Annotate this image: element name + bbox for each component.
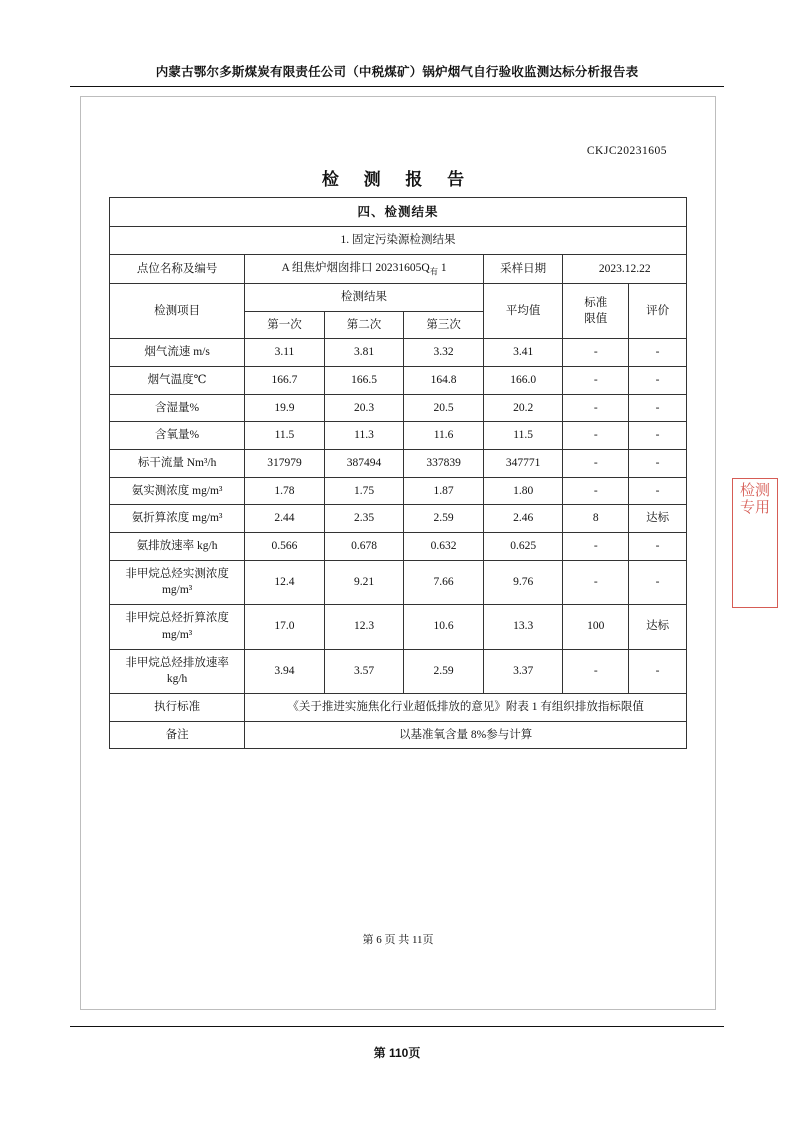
table-row-standard xyxy=(110,693,687,721)
report-sheet xyxy=(80,96,716,1010)
row-value-3: 2.59 xyxy=(404,505,484,533)
row-average: 1.80 xyxy=(483,477,563,505)
row-average: 9.76 xyxy=(483,560,563,604)
row-limit: - xyxy=(563,477,629,505)
row-value-1: 1.78 xyxy=(245,477,325,505)
row-value-2: 11.3 xyxy=(324,422,404,450)
table-row-remark xyxy=(110,721,687,749)
row-value-1: 17.0 xyxy=(245,605,325,649)
table-row xyxy=(110,477,687,505)
row-eval: - xyxy=(629,367,687,395)
row-eval: - xyxy=(629,533,687,561)
row-value-3: 2.59 xyxy=(404,649,484,693)
row-value-2: 12.3 xyxy=(324,605,404,649)
table-row-point-info xyxy=(110,254,687,283)
row-eval: - xyxy=(629,450,687,478)
table-row xyxy=(110,505,687,533)
row-eval: - xyxy=(629,560,687,604)
row-average: 3.37 xyxy=(483,649,563,693)
row-eval: - xyxy=(629,394,687,422)
row-value-3: 337839 xyxy=(404,450,484,478)
row-limit: - xyxy=(563,560,629,604)
row-eval: 达标 xyxy=(629,505,687,533)
row-value-1: 166.7 xyxy=(245,367,325,395)
row-name: 氨实测浓度 mg/m³ xyxy=(110,477,245,505)
footer-divider xyxy=(70,1026,724,1027)
row-value-2: 3.57 xyxy=(324,649,404,693)
row-limit: - xyxy=(563,367,629,395)
row-limit: 100 xyxy=(563,605,629,649)
row-value-2: 20.3 xyxy=(324,394,404,422)
row-limit: - xyxy=(563,339,629,367)
row-average: 3.41 xyxy=(483,339,563,367)
row-value-3: 10.6 xyxy=(404,605,484,649)
standard-label-cell: 执行标准 xyxy=(110,693,245,721)
row-value-1: 11.5 xyxy=(245,422,325,450)
report-code: CKJC20231605 xyxy=(586,145,667,157)
red-seal-stamp: 检测专用 xyxy=(732,478,778,608)
row-value-3: 0.632 xyxy=(404,533,484,561)
row-value-3: 164.8 xyxy=(404,367,484,395)
row-name: 烟气流速 m/s xyxy=(110,339,245,367)
table-row xyxy=(110,450,687,478)
table-row-subsection xyxy=(110,227,687,255)
row-value-3: 1.87 xyxy=(404,477,484,505)
row-value-2: 0.678 xyxy=(324,533,404,561)
row-value-2: 2.35 xyxy=(324,505,404,533)
header-divider xyxy=(70,86,724,87)
header-third-cell: 第三次 xyxy=(404,311,484,339)
remark-label-cell: 备注 xyxy=(110,721,245,749)
table-row xyxy=(110,339,687,367)
row-value-2: 3.81 xyxy=(324,339,404,367)
row-value-3: 20.5 xyxy=(404,394,484,422)
row-eval: - xyxy=(629,422,687,450)
row-name: 非甲烷总烃折算浓度 mg/m³ xyxy=(110,605,245,649)
table-row xyxy=(110,533,687,561)
table-row-header-1 xyxy=(110,284,687,312)
row-value-1: 317979 xyxy=(245,450,325,478)
table-row-section-title xyxy=(110,198,687,227)
row-eval: - xyxy=(629,339,687,367)
row-value-2: 387494 xyxy=(324,450,404,478)
table-row xyxy=(110,605,687,649)
row-name: 氨折算浓度 mg/m³ xyxy=(110,505,245,533)
row-value-2: 9.21 xyxy=(324,560,404,604)
standard-value-cell: 《关于推进实施焦化行业超低排放的意见》附表 1 有组织排放指标限值 xyxy=(245,693,687,721)
table-row xyxy=(110,649,687,693)
row-value-2: 1.75 xyxy=(324,477,404,505)
row-value-1: 19.9 xyxy=(245,394,325,422)
header-first-cell: 第一次 xyxy=(245,311,325,339)
row-value-3: 11.6 xyxy=(404,422,484,450)
detection-results-table xyxy=(109,197,687,749)
row-eval: - xyxy=(629,477,687,505)
report-page-indicator: 第 6 页 共 11页 xyxy=(362,934,434,946)
header-limit-line1: 标准 xyxy=(584,296,608,309)
running-header-title: 内蒙古鄂尔多斯煤炭有限责任公司（中税煤矿）锅炉烟气自行验收监测达标分析报告表 xyxy=(155,65,639,79)
point-value-subscript: 有 xyxy=(429,267,438,277)
row-average: 166.0 xyxy=(483,367,563,395)
row-name: 烟气温度℃ xyxy=(110,367,245,395)
row-limit: - xyxy=(563,422,629,450)
table-row xyxy=(110,560,687,604)
table-row xyxy=(110,422,687,450)
header-limit-line2: 限值 xyxy=(584,313,608,326)
row-value-1: 0.566 xyxy=(245,533,325,561)
header-item-cell: 检测项目 xyxy=(110,284,245,339)
row-average: 2.46 xyxy=(483,505,563,533)
point-label-cell: 点位名称及编号 xyxy=(110,254,245,283)
row-limit: 8 xyxy=(563,505,629,533)
row-value-3: 7.66 xyxy=(404,560,484,604)
document-page-number: 第 110页 xyxy=(373,1046,421,1060)
header-limit-cell xyxy=(563,284,629,339)
row-value-3: 3.32 xyxy=(404,339,484,367)
table-row xyxy=(110,394,687,422)
row-eval: 达标 xyxy=(629,605,687,649)
row-value-1: 3.11 xyxy=(245,339,325,367)
point-value-cell xyxy=(245,254,484,283)
date-label-cell: 采样日期 xyxy=(483,254,563,283)
row-average: 11.5 xyxy=(483,422,563,450)
section-title-cell: 四、检测结果 xyxy=(110,198,687,227)
row-limit: - xyxy=(563,394,629,422)
row-eval: - xyxy=(629,649,687,693)
row-name: 非甲烷总烃实测浓度 mg/m³ xyxy=(110,560,245,604)
header-average-cell: 平均值 xyxy=(483,284,563,339)
row-value-1: 2.44 xyxy=(245,505,325,533)
header-results-cell: 检测结果 xyxy=(245,284,484,312)
row-average: 20.2 xyxy=(483,394,563,422)
row-average: 0.625 xyxy=(483,533,563,561)
row-limit: - xyxy=(563,649,629,693)
point-value-text: A 组焦炉烟囱排口 20231605Q xyxy=(281,261,430,274)
row-name: 氨排放速率 kg/h xyxy=(110,533,245,561)
table-row xyxy=(110,367,687,395)
row-average: 13.3 xyxy=(483,605,563,649)
row-average: 347771 xyxy=(483,450,563,478)
row-value-1: 3.94 xyxy=(245,649,325,693)
report-title: 检 测 报 告 xyxy=(321,170,475,189)
remark-value-cell: 以基准氧含量 8%参与计算 xyxy=(245,721,687,749)
row-limit: - xyxy=(563,450,629,478)
row-value-1: 12.4 xyxy=(245,560,325,604)
point-value-tail: 1 xyxy=(440,261,447,274)
row-limit: - xyxy=(563,533,629,561)
header-second-cell: 第二次 xyxy=(324,311,404,339)
row-name: 含湿量% xyxy=(110,394,245,422)
row-name: 标干流量 Nm³/h xyxy=(110,450,245,478)
header-evaluation-cell: 评价 xyxy=(629,284,687,339)
subsection-cell: 1. 固定污染源检测结果 xyxy=(110,227,687,255)
row-value-2: 166.5 xyxy=(324,367,404,395)
row-name: 含氧量% xyxy=(110,422,245,450)
row-name: 非甲烷总烃排放速率 kg/h xyxy=(110,649,245,693)
date-value-cell: 2023.12.22 xyxy=(563,254,687,283)
